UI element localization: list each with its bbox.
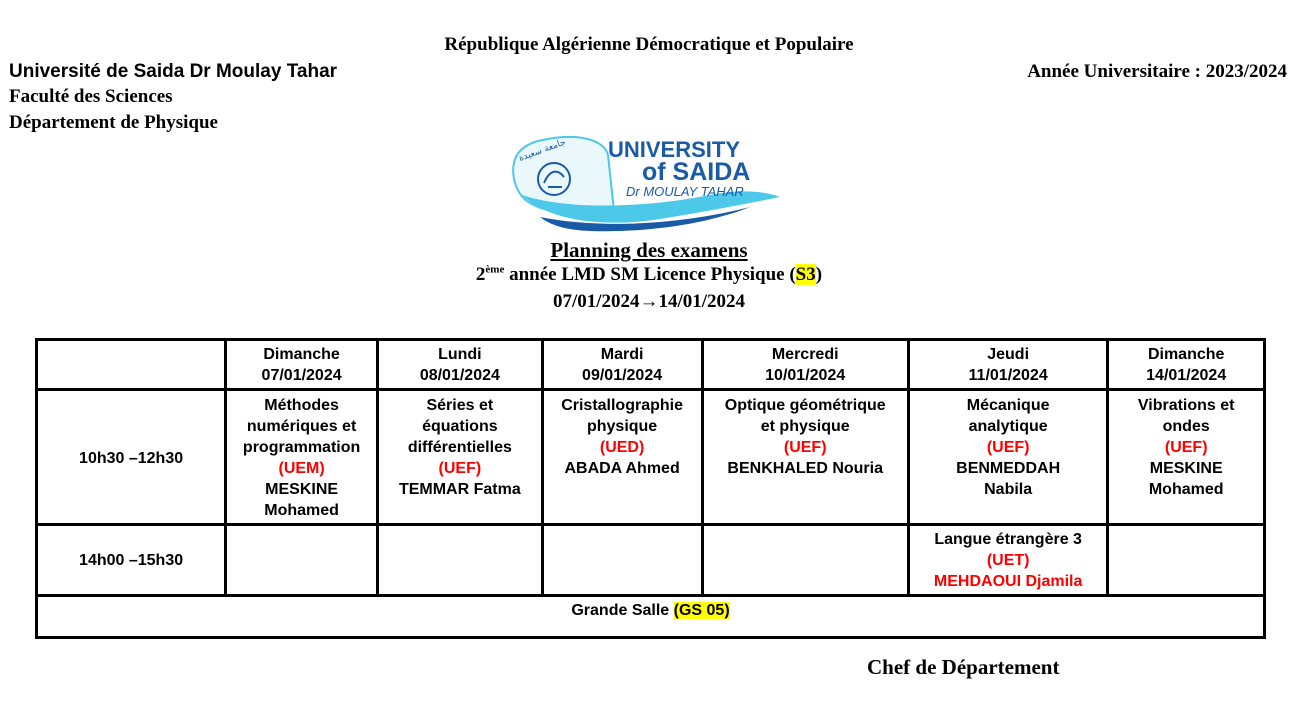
logo-line3: Dr MOULAY TAHAR xyxy=(626,184,744,199)
exam-subject: et physique xyxy=(760,418,850,435)
table-room-row xyxy=(37,596,1265,638)
day-name: Mardi xyxy=(600,346,644,363)
exam-subject: Séries et xyxy=(426,397,494,414)
exam-unit: (UEF) xyxy=(438,460,482,477)
exam-subject: différentielles xyxy=(407,439,512,456)
exam-unit: (UED) xyxy=(599,439,645,456)
exam-cell xyxy=(1108,390,1265,525)
exam-teacher: ABADA Ahmed xyxy=(564,460,680,477)
table-row-afternoon xyxy=(37,525,1265,596)
day-date: 07/01/2024 xyxy=(261,367,342,384)
day-date: 10/01/2024 xyxy=(765,367,846,384)
exam-subject: Optique géométrique xyxy=(724,397,886,414)
exam-unit: (UEF) xyxy=(986,439,1030,456)
exam-unit: (UEM) xyxy=(278,460,325,477)
table-header-row xyxy=(37,340,1265,390)
room-label: Grande Salle xyxy=(571,602,674,619)
exam-teacher: MESKINE xyxy=(1149,460,1223,477)
subtitle-text: année LMD SM Licence Physique ( xyxy=(504,264,796,285)
day-name: Mercredi xyxy=(771,346,839,363)
republic-heading: République Algérienne Démocratique et Populaire xyxy=(444,34,854,55)
empty-cell xyxy=(702,525,908,596)
exam-cell xyxy=(908,525,1107,596)
exam-cell xyxy=(702,390,908,525)
subtitle-ordinal: 2 xyxy=(475,264,486,285)
exam-teacher: TEMMAR Fatma xyxy=(398,481,521,498)
exam-subject: analytique xyxy=(968,418,1048,435)
table-row-morning xyxy=(37,390,1265,525)
exam-subject: ondes xyxy=(1162,418,1210,435)
page-title: Planning des examens xyxy=(550,238,748,262)
exam-subject: programmation xyxy=(242,439,361,456)
day-name: Jeudi xyxy=(987,346,1030,363)
university-logo xyxy=(510,133,785,235)
exam-teacher: Mohamed xyxy=(1148,481,1224,498)
semester-badge: S3 xyxy=(795,264,816,285)
exam-schedule-table xyxy=(35,338,1266,639)
empty-cell xyxy=(226,525,378,596)
exam-cell xyxy=(908,390,1107,525)
room-cell xyxy=(37,596,1265,638)
exam-cell xyxy=(542,390,702,525)
exam-subject: Méthodes xyxy=(264,397,339,414)
subtitle-close: ) xyxy=(815,264,823,285)
day-date: 11/01/2024 xyxy=(968,367,1048,384)
exam-unit: (UET) xyxy=(986,552,1030,569)
room-code: (GS 05) xyxy=(673,602,730,619)
university-name: Université de Saida Dr Moulay Tahar xyxy=(9,61,338,82)
day-name: Dimanche xyxy=(263,346,340,363)
logo-line1: UNIVERSITY xyxy=(608,137,741,162)
university-logo-graphic xyxy=(510,133,785,235)
svg-text:جامعة سعيدة: جامعة سعيدة xyxy=(517,137,568,164)
exam-subject: Vibrations et xyxy=(1137,397,1235,414)
date-range: 07/01/2024→14/01/2024 xyxy=(552,291,746,312)
day-date: 14/01/2024 xyxy=(1146,367,1227,384)
day-header xyxy=(1108,340,1265,390)
empty-cell xyxy=(542,525,702,596)
day-date: 09/01/2024 xyxy=(582,367,663,384)
exam-teacher: Mohamed xyxy=(264,502,339,519)
exam-teacher: BENMEDDAH xyxy=(956,460,1061,477)
subtitle-ordinal-sup: ème xyxy=(485,263,505,276)
exam-subject: numériques et xyxy=(246,418,357,435)
exam-subject: Mécanique xyxy=(966,397,1050,414)
exam-unit: (UEF) xyxy=(1164,439,1208,456)
exam-unit: (UEF) xyxy=(783,439,827,456)
department-name: Département de Physique xyxy=(9,112,218,133)
day-header xyxy=(378,340,543,390)
exam-teacher: BENKHALED Nouria xyxy=(727,460,883,477)
exam-subject: équations xyxy=(422,418,498,435)
day-header xyxy=(908,340,1107,390)
subtitle xyxy=(0,264,1298,286)
empty-cell xyxy=(1108,525,1265,596)
exam-teacher: Nabila xyxy=(984,481,1033,498)
day-name: Lundi xyxy=(438,346,482,363)
exam-subject: physique xyxy=(586,418,658,435)
exam-teacher: MEHDAOUI Djamila xyxy=(933,573,1083,590)
exam-cell xyxy=(378,390,543,525)
exam-subject: Cristallographie xyxy=(561,397,683,414)
logo-line2: of SAIDA xyxy=(642,158,751,186)
day-name: Dimanche xyxy=(1147,346,1225,363)
day-header xyxy=(226,340,378,390)
time-slot-cell: 10h30 –12h30 xyxy=(37,390,226,525)
day-header xyxy=(702,340,908,390)
signature-label: Chef de Département xyxy=(867,655,1060,679)
academic-year: Année Universitaire : 2023/2024 xyxy=(1027,61,1287,82)
day-date: 08/01/2024 xyxy=(419,367,500,384)
exam-cell xyxy=(226,390,378,525)
faculty-name: Faculté des Sciences xyxy=(9,86,173,107)
exam-teacher: MESKINE xyxy=(265,481,339,498)
day-header xyxy=(542,340,702,390)
empty-cell xyxy=(378,525,543,596)
exam-subject: Langue étrangère 3 xyxy=(934,531,1082,548)
time-slot-cell: 14h00 –15h30 xyxy=(37,525,226,596)
corner-cell xyxy=(37,340,226,390)
